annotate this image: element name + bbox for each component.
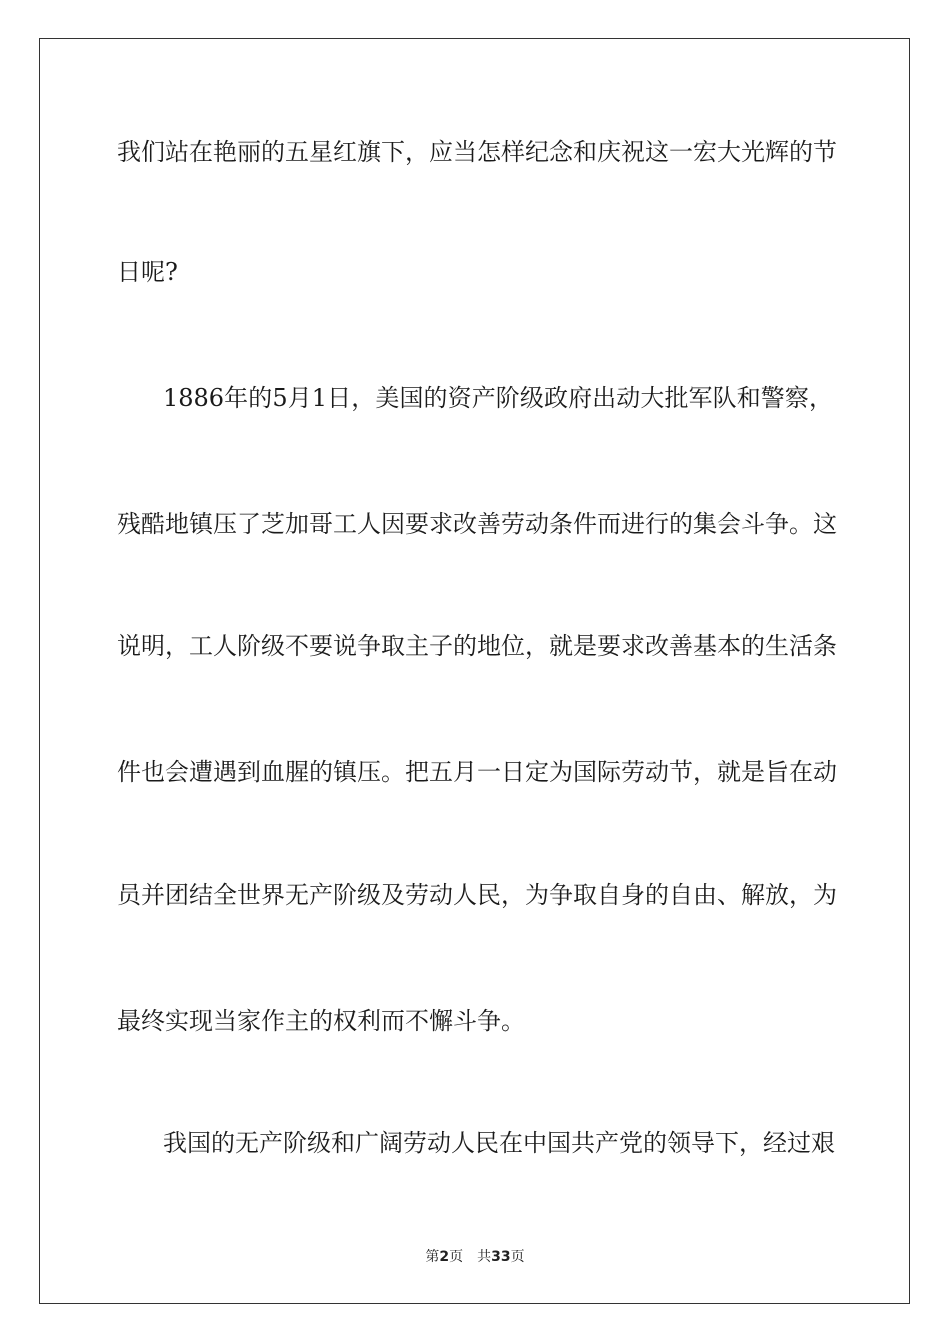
total-prefix: 共 (477, 1249, 492, 1265)
text-line-9: 我国的无产阶级和广阔劳动人民在中国共产党的领导下，经过艰 (163, 1129, 835, 1157)
page-prefix: 第 (425, 1249, 440, 1265)
text-line-4: 残酷地镇压了芝加哥工人因要求改善劳动条件而进行的集会斗争。这 (117, 510, 837, 538)
text-line-7: 员并团结全世界无产阶级及劳动人民，为争取自身的自由、解放，为 (117, 881, 837, 909)
text-line-6: 件也会遭遇到血腥的镇压。把五月一日定为国际劳动节，就是旨在动 (117, 758, 837, 786)
text-line-2: 日呢? (117, 258, 178, 286)
total-pages: 33 (491, 1249, 511, 1265)
text-line-8: 最终实现当家作主的权利而不懈斗争。 (117, 1007, 525, 1035)
page-number: 2 (439, 1249, 450, 1265)
text-line-3: 1886年的5月1日，美国的资产阶级政府出动大批军队和警察， (163, 384, 833, 412)
page-frame (39, 38, 910, 1304)
page-footer (0, 1248, 950, 1266)
page-suffix: 页 (449, 1249, 464, 1265)
total-suffix: 页 (510, 1249, 525, 1265)
text-line-1: 我们站在艳丽的五星红旗下，应当怎样纪念和庆祝这一宏大光辉的节 (117, 138, 837, 166)
text-line-5: 说明，工人阶级不要说争取主子的地位，就是要求改善基本的生活条 (117, 632, 837, 660)
